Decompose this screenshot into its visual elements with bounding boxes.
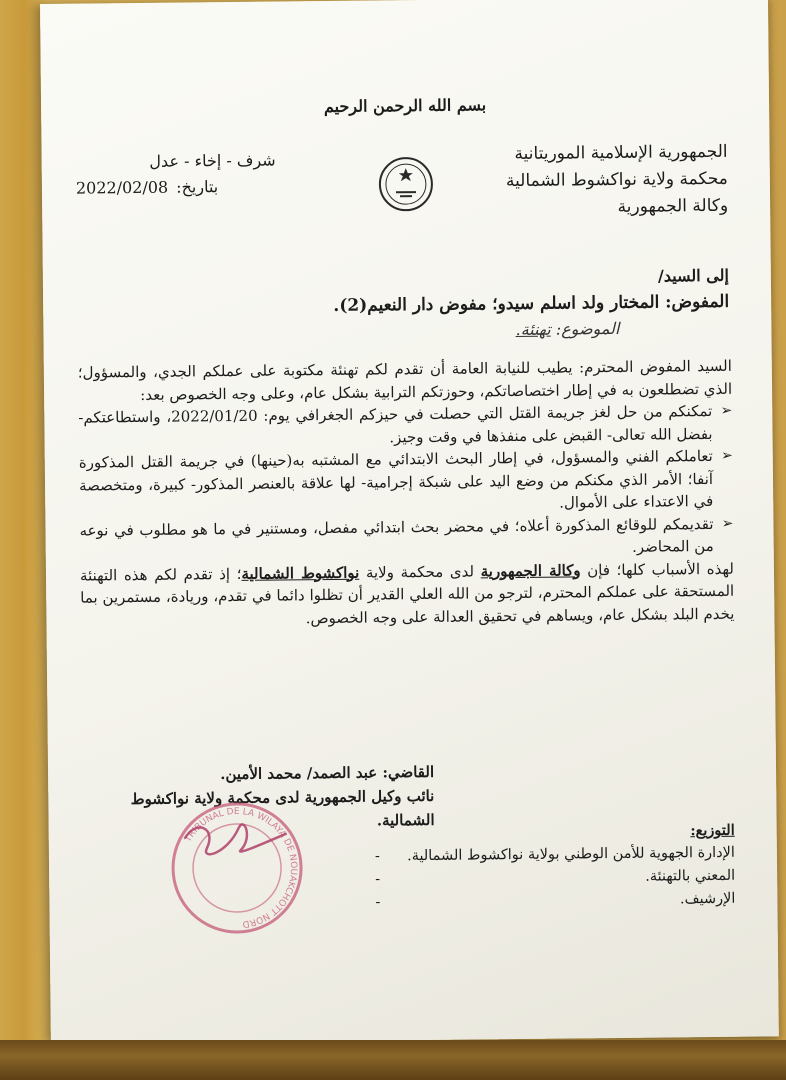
list-item	[78, 400, 732, 452]
document-page	[40, 0, 779, 1044]
dash-marker: -	[375, 871, 381, 888]
addressee: المفوض: المختار ولد اسلم سيدو؛ مفوض دار النعيم(2).	[333, 291, 730, 316]
header-line: الجمهورية الإسلامية الموريتانية	[514, 141, 728, 165]
arrow-bullet-icon: ➢	[721, 515, 734, 532]
header-line: محكمة ولاية نواكشوط الشمالية	[505, 168, 728, 192]
official-seal-icon	[166, 797, 307, 938]
list-item	[79, 512, 733, 564]
intro-paragraph: السيد المفوض المحترم: يطيب للنيابة العامة أن تقدم لكم تهنئة مكتوبة على عملكم الجدي، والمسؤول؛ الذي تضطلعون به في إطار اختصاصاتكم، وحوزتكم الترابية بشكل عام، وعلى وجه الخصوص بعد:	[77, 356, 733, 404]
dash-marker: -	[375, 894, 381, 911]
judge-title: نائب وكيل الجمهورية لدى محكمة ولاية نواكشوط الشمالية.	[130, 786, 435, 830]
arrow-bullet-icon: ➢	[720, 402, 733, 419]
distribution-item: الإرشيف.	[679, 890, 736, 908]
seal-text: TRIBUNAL DE LA WILAYA DE NOUAKCHOTT NORD	[183, 806, 299, 929]
list-item	[375, 888, 735, 915]
distribution-list	[375, 819, 736, 915]
distribution-title: التوزيع:	[690, 821, 735, 840]
closing-start: لهذه الأسباب كلها؛ فإن	[587, 559, 735, 579]
bullet-text: تمكنكم من حل لغز جريمة القتل التي حصلت في حيزكم الجغرافي يوم: 2022/01/20، واستطاعتكم- بفضل الله تعالى- القبض على منفذها في وقت وجيز.	[78, 401, 713, 446]
bullet-text: تقديمكم للوقائع المذكورة أعلاه؛ في محضر بحث ابتدائي مفصل، ومستنير في ما هو مطلوب في نوعه من المحاضر.	[79, 514, 714, 556]
letter-body	[78, 355, 735, 632]
closing-end: ؛ إذ تقدم لكم هذه التهنئة المستحقة على عملكم المحترم، لترجو من الله العلي القدير أن تظلوا دائما في تقدم، وريادة، مستمرين بما يخدم البلد بشكل عام، ويساهم في تحقيق العدالة على وجه الخصوص.	[79, 564, 735, 627]
closing-bold-court: نواكشوط الشمالية	[241, 563, 360, 583]
distribution-item: المعني بالتهنئة.	[645, 867, 736, 885]
arrow-bullet-icon: ➢	[720, 447, 733, 464]
date-label: بتاريخ:	[176, 177, 219, 197]
closing-mid: لدى محكمة ولاية	[365, 561, 475, 582]
motto-date-block	[76, 148, 277, 202]
addressee-block	[83, 263, 730, 348]
closing-bold-agency: وكالة الجمهورية	[480, 560, 581, 580]
to-label: إلى السيد/	[657, 265, 729, 286]
distribution-item: الإدارة الجهوية للأمن الوطني بولاية نواكشوط الشمالية.	[406, 844, 736, 865]
subject-line	[83, 315, 729, 348]
wooden-surface	[0, 1040, 786, 1080]
judge-name: القاضي: عبد الصمد/ محمد الأمين.	[220, 762, 435, 784]
dash-marker: -	[374, 848, 380, 865]
date-row	[76, 174, 276, 202]
date-value: 2022/02/08	[75, 177, 169, 198]
closing-paragraph	[80, 557, 735, 631]
list-item	[79, 445, 734, 519]
subject-label: الموضوع:	[555, 318, 620, 339]
header-line: وكالة الجمهورية	[617, 195, 729, 217]
national-emblem-icon	[378, 156, 435, 213]
subject-value: تهنئة.	[515, 319, 551, 340]
motto: شرف - إخاء - عدل	[149, 150, 276, 171]
institution-header	[447, 139, 728, 223]
bullet-text: تعاملكم الفني والمسؤول، في إطار البحث الابتدائي مع المشتبه به(حينها) في جريمة القتل المذكورة آنفا؛ الأمر الذي مكنكم من وضع اليد على شبكة إجرامية- لها علاقة بالعنصر المذكور- كبيرة، ومتخصصة في الاعتداء على الأموال.	[78, 446, 714, 512]
basmala: بسم الله الرحمن الرحيم	[323, 95, 487, 117]
